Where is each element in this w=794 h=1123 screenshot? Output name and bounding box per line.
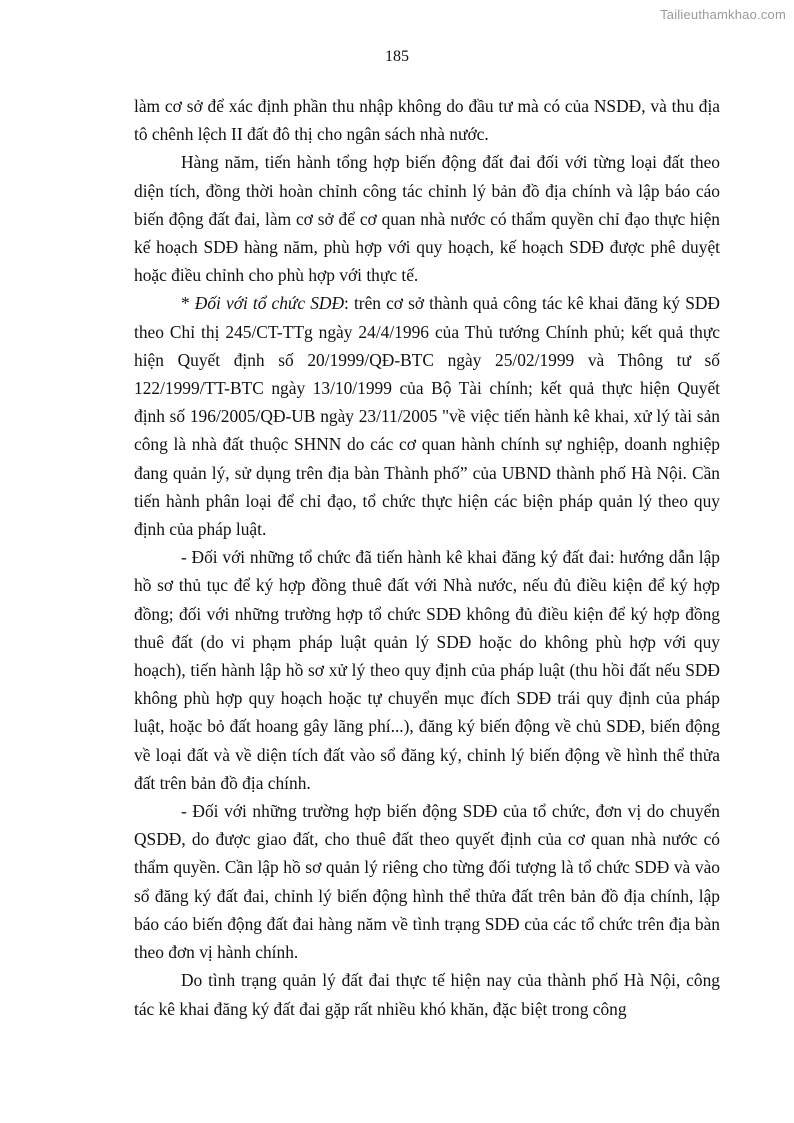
paragraph-organizations-body: : trên cơ sở thành quả công tác kê khai đăng ký SDĐ theo Chỉ thị 245/CT-TTg ngày 24/4/1996 của Thủ tướng Chính phủ; kết quả thực hiện Quyết định số 20/1999/QĐ-BTC ngày 25/02/1999 và Thông tư số 122/1999/TT-BTC ngày 13/10/1999 của Bộ Tài chính; kết quả thực hiện Quyết định số 196/2005/QĐ-UB ngày 23/11/2005 "về việc tiến hành kê khai, xử lý tài sản công là nhà đất thuộc SHNN do các cơ quan hành chính sự nghiệp, doanh nghiệp đang quản lý, sử dụng trên địa bàn Thành phố” của UBND thành phố Hà Nội. Cần tiến hành phân loại để chỉ đạo, tổ chức thực hiện các biện pháp quản lý theo quy định của pháp luật. — [134, 293, 720, 540]
paragraph-heading-italic: Đối với tổ chức SDĐ — [194, 293, 345, 314]
paragraph-registered-organizations: - Đối với những tổ chức đã tiến hành kê khai đăng ký đất đai: hướng dẫn lập hồ sơ thủ tục để ký hợp đồng thuê đất với Nhà nước, nếu đủ điều kiện để ký hợp đồng; đối với những trường hợp tổ chức SDĐ không đủ điều kiện để ký hợp đồng thuê đất (do vi phạm pháp luật quản lý SDĐ hoặc do không phù hợp với quy hoạch), tiến hành lập hồ sơ xử lý theo quy định của pháp luật (thu hồi đất nếu SDĐ không phù hợp quy hoạch hoặc tự chuyển mục đích SDĐ trái quy định của pháp luật, hoặc bỏ đất hoang gây lãng phí...), đăng ký biến động về chủ SDĐ, biến động về loại đất và về diện tích đất vào sổ đăng ký, chỉnh lý biến động về hình thể thửa đất trên bản đồ địa chính. — [134, 547, 720, 793]
paragraph-organizations — [134, 289, 720, 543]
page-number: 185 — [385, 48, 409, 65]
paragraph-bullet: * — [181, 293, 195, 314]
paragraph-annual-synthesis: Hàng năm, tiến hành tổng hợp biến động đất đai đối với từng loại đất theo diện tích, đồng thời hoàn chỉnh công tác chỉnh lý bản đồ địa chính và lập báo cáo biến động đất đai, làm cơ sở để cơ quan nhà nước có thẩm quyền chỉ đạo thực hiện kế hoạch SDĐ hàng năm, phù hợp với quy hoạch, kế hoạch SDĐ được phê duyệt hoặc điều chỉnh cho phù hợp với thực tế. — [134, 152, 720, 286]
paragraph-hanoi-management: Do tình trạng quản lý đất đai thực tế hiện nay của thành phố Hà Nội, công tác kê khai đăng ký đất đai gặp rất nhiều khó khăn, đặc biệt trong công — [134, 970, 720, 1019]
paragraph-land-changes: - Đối với những trường hợp biến động SDĐ của tổ chức, đơn vị do chuyển QSDĐ, do được giao đất, cho thuê đất theo quyết định của cơ quan nhà nước có thẩm quyền. Cần lập hồ sơ quản lý riêng cho từng đối tượng là tổ chức SDĐ và vào sổ đăng ký đất đai, chỉnh lý biến động hình thể thửa đất trên bản đồ địa chính, lập báo cáo biến động đất đai hàng năm về tình trạng SDĐ của các tổ chức trên địa bàn theo đơn vị hành chính. — [134, 801, 720, 963]
watermark: Tailieuthamkhao.com — [660, 7, 786, 22]
body-text — [134, 92, 720, 1023]
paragraph-continuation: làm cơ sở để xác định phần thu nhập không do đầu tư mà có của NSDĐ, và thu địa tô chênh lệch II đất đô thị cho ngân sách nhà nước. — [134, 96, 720, 145]
